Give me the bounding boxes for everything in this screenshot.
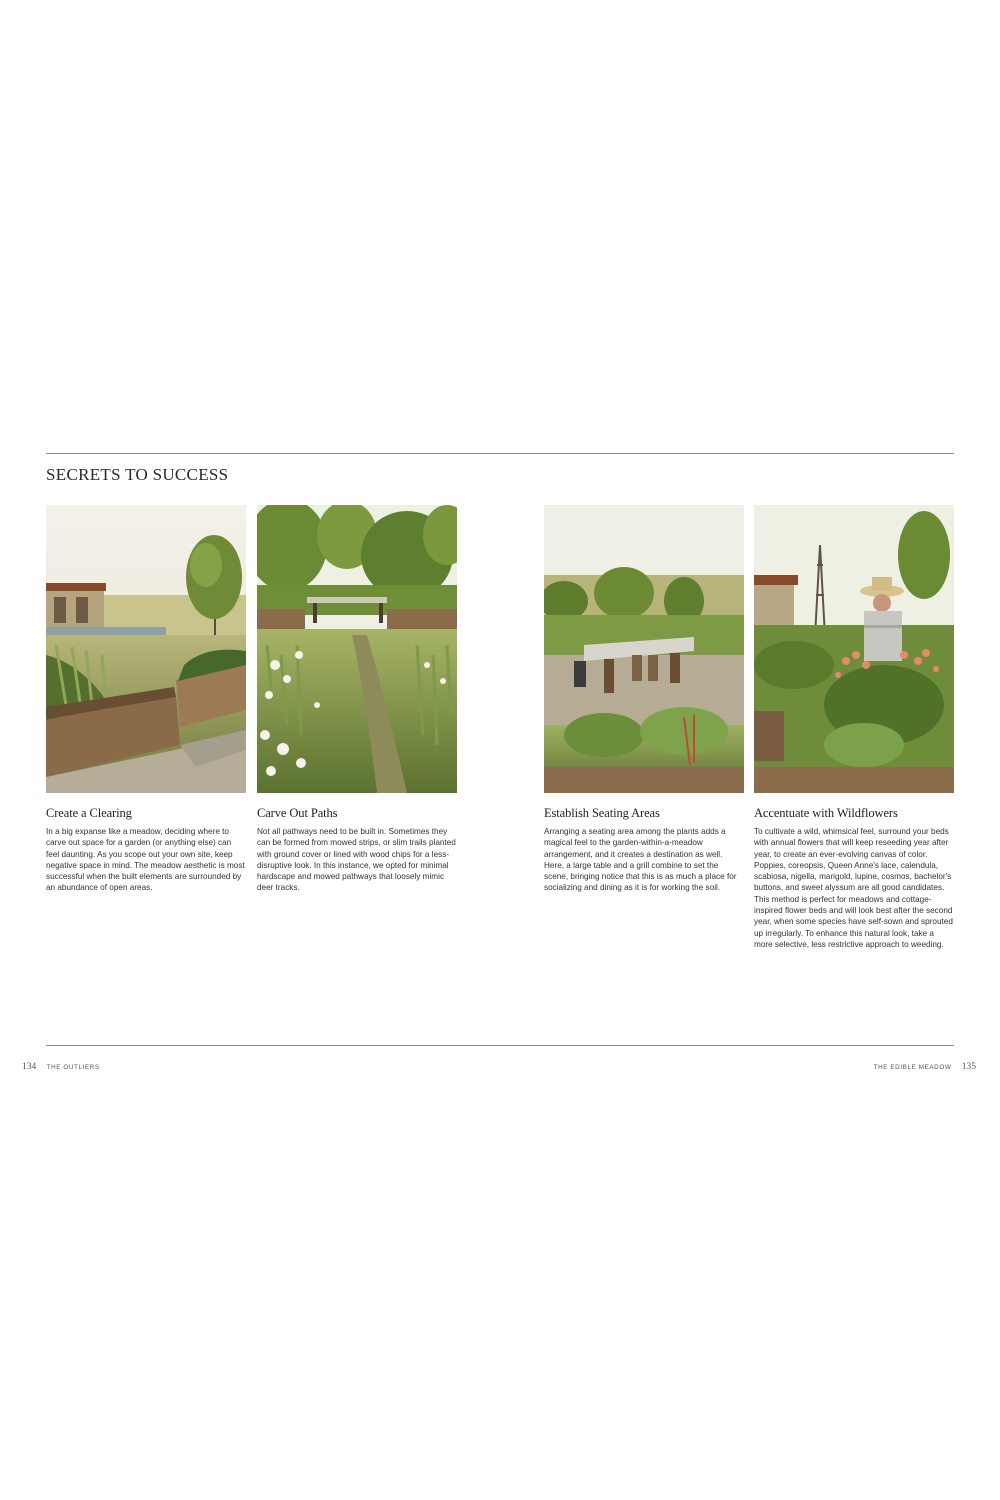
- right-folio: [874, 1061, 976, 1072]
- tip-body: Arranging a seating area among the plants adds a magical feel to the garden-within-a-meadow arrangement, and it creates a destination as well. Here, a large table and a grill combine to set the scene, bringing notice that this is as much a place for socializing and dining as it is for working the soil.: [544, 827, 737, 893]
- tip-heading: Establish Seating Areas: [544, 806, 660, 820]
- photo-raised-beds-clearing: [46, 505, 246, 793]
- tip-create-clearing: [46, 505, 246, 894]
- tip-carve-paths: [257, 505, 457, 894]
- photo-dining-table: [544, 505, 744, 793]
- tip-body: Not all pathways need to be built in. Sometimes they can be formed from mowed strips, or slim trails planted with ground cover or lined with wood chips for a less-disruptive look. In this instance, we opted for minimal hardscape and mowed pathways that loosely mimic deer tracks.: [257, 827, 456, 893]
- photo-gardener-wildflowers: [754, 505, 954, 793]
- top-rule: [46, 453, 954, 454]
- left-running-head: THE OUTLIERS: [46, 1064, 100, 1071]
- tip-body: To cultivate a wild, whimsical feel, surround your beds with annual flowers that will keep reseeding year after year, to create an ever-evolving canvas of color. Poppies, coreopsis, Queen Anne's lace, calendula, scabiosa, nigella, marigold, lupine, cosmos, bachelor's buttons, and sweet alyssum are all good candidates. This method is perfect for meadows and cottage-inspired flower beds and will look best after the second year, when some species have self-sown and sprouted up irregularly. To enhance this natural look, take a more selective, less restrictive approach to weeding.: [754, 827, 953, 949]
- tip-heading: Create a Clearing: [46, 806, 132, 820]
- section-title: SECRETS TO SUCCESS: [46, 465, 229, 484]
- right-running-head: THE EDIBLE MEADOW: [873, 1064, 952, 1071]
- tip-heading: Accentuate with Wildflowers: [754, 806, 898, 820]
- tip-heading: Carve Out Paths: [257, 806, 338, 820]
- left-page-number: 134: [22, 1062, 37, 1072]
- right-page-number: 135: [961, 1062, 976, 1072]
- bottom-rule: [46, 1045, 954, 1046]
- left-folio: [22, 1061, 100, 1072]
- tip-body: In a big expanse like a meadow, deciding where to carve out space for a garden (or anything else) can feel daunting. As you scope out your own site, keep negative space in mind. The meadow aesthetic is most successful when the built elements are surrounded by an abundance of open areas.: [46, 827, 245, 893]
- tip-wildflowers: [754, 505, 954, 950]
- tip-seating-areas: [544, 505, 744, 894]
- photo-mowed-path: [257, 505, 457, 793]
